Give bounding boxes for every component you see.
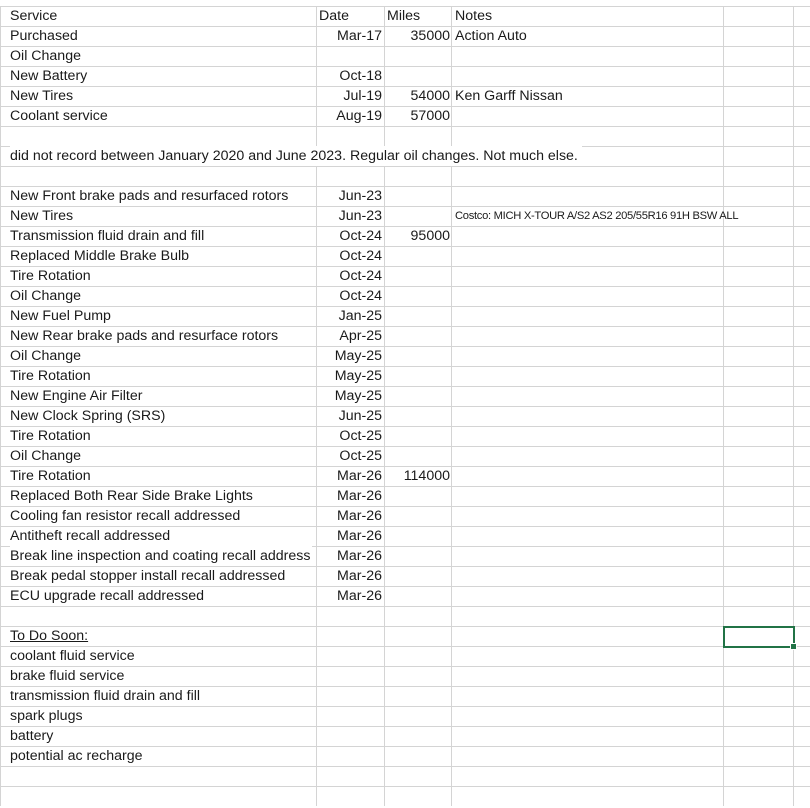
date-cell[interactable]: Mar-26 (337, 568, 382, 584)
service-cell[interactable]: New Clock Spring (SRS) (10, 408, 166, 424)
notes-cell[interactable]: Ken Garff Nissan (455, 88, 563, 104)
date-cell[interactable]: Mar-26 (337, 508, 382, 524)
table-row (0, 46, 810, 66)
service-cell[interactable]: Oil Change (10, 348, 81, 364)
todo-item[interactable]: brake fluid service (10, 668, 125, 684)
fill-handle[interactable] (790, 643, 797, 650)
todo-item[interactable]: spark plugs (10, 708, 83, 724)
miles-cell[interactable] (385, 266, 450, 286)
table-row (0, 546, 810, 566)
table-row (0, 426, 810, 446)
date-cell[interactable]: Oct-24 (339, 288, 382, 304)
miles-cell[interactable]: 57000 (410, 108, 450, 124)
table-row (0, 566, 810, 586)
service-cell[interactable]: New Tires (10, 208, 74, 224)
date-cell[interactable]: Oct-25 (339, 428, 382, 444)
table-row (0, 186, 810, 206)
table-row (0, 486, 810, 506)
todo-item[interactable]: transmission fluid drain and fill (10, 688, 201, 704)
date-cell[interactable]: Jun-23 (338, 208, 382, 224)
miles-cell[interactable] (385, 566, 450, 586)
todo-item[interactable]: potential ac recharge (10, 748, 143, 764)
service-cell[interactable]: New Fuel Pump (10, 308, 111, 324)
miles-cell[interactable] (385, 346, 450, 366)
service-cell[interactable]: Break line inspection and coating recall address (10, 548, 311, 564)
miles-cell[interactable] (385, 206, 450, 226)
todo-title-row (0, 626, 810, 646)
date-cell[interactable]: Jan-25 (338, 308, 382, 324)
list-item (0, 706, 810, 726)
service-cell[interactable]: Tire Rotation (10, 428, 91, 444)
miles-cell[interactable] (385, 586, 450, 606)
list-item (0, 726, 810, 746)
date-cell[interactable]: May-25 (334, 368, 382, 384)
date-cell[interactable]: Jun-25 (338, 408, 382, 424)
service-cell[interactable]: Tire Rotation (10, 468, 91, 484)
date-cell[interactable] (318, 46, 382, 66)
service-cell[interactable]: ECU upgrade recall addressed (10, 588, 205, 604)
table-row (0, 466, 810, 486)
header-miles[interactable]: Miles (387, 8, 421, 24)
date-cell[interactable]: May-25 (334, 388, 382, 404)
service-cell[interactable]: Replaced Both Rear Side Brake Lights (10, 488, 253, 504)
table-row (0, 286, 810, 306)
miles-cell[interactable] (385, 366, 450, 386)
service-cell[interactable]: Transmission fluid drain and fill (10, 228, 205, 244)
miles-cell[interactable] (385, 306, 450, 326)
service-cell[interactable]: Replaced Middle Brake Bulb (10, 248, 190, 264)
table-row (0, 326, 810, 346)
date-cell[interactable]: Oct-24 (339, 228, 382, 244)
selected-cell[interactable] (723, 626, 795, 648)
miles-cell[interactable] (385, 526, 450, 546)
table-row (0, 26, 810, 46)
service-cell[interactable]: New Rear brake pads and resurface rotors (10, 328, 279, 344)
service-cell[interactable]: Oil Change (10, 288, 81, 304)
date-cell[interactable]: Jun-23 (338, 188, 382, 204)
date-cell[interactable]: Mar-26 (337, 548, 382, 564)
table-row (0, 66, 810, 86)
date-cell[interactable]: Mar-26 (337, 588, 382, 604)
service-cell[interactable]: Tire Rotation (10, 268, 91, 284)
service-cell[interactable]: Antitheft recall addressed (10, 528, 171, 544)
miles-cell[interactable]: 54000 (410, 88, 450, 104)
table-row (0, 86, 810, 106)
miles-cell[interactable] (385, 446, 450, 466)
table-row (0, 226, 810, 246)
miles-cell[interactable] (385, 246, 450, 266)
header-row (0, 6, 810, 26)
service-cell[interactable]: Coolant service (10, 108, 108, 124)
service-cell[interactable]: Oil Change (10, 48, 81, 64)
table-row (0, 386, 810, 406)
miles-cell[interactable] (385, 326, 450, 346)
todo-item[interactable]: battery (10, 728, 54, 744)
notes-cell[interactable]: Action Auto (455, 28, 527, 44)
date-cell[interactable]: Apr-25 (339, 328, 382, 344)
date-cell[interactable]: Mar-26 (337, 488, 382, 504)
date-cell[interactable]: Oct-18 (339, 68, 382, 84)
miles-cell[interactable] (385, 426, 450, 446)
service-cell[interactable]: Purchased (10, 28, 78, 44)
miles-cell[interactable] (385, 66, 450, 86)
table-row (0, 526, 810, 546)
notes-cell[interactable]: Costco: MICH X-TOUR A/S2 AS2 205/55R16 91H BSW ALL (455, 210, 739, 222)
miles-cell[interactable] (385, 386, 450, 406)
miles-cell[interactable] (385, 286, 450, 306)
table-row (0, 366, 810, 386)
miles-cell[interactable] (385, 546, 450, 566)
service-cell[interactable]: Cooling fan resistor recall addressed (10, 508, 241, 524)
date-cell[interactable]: Oct-24 (339, 248, 382, 264)
service-cell[interactable]: New Tires (10, 88, 74, 104)
list-item (0, 686, 810, 706)
miles-cell[interactable]: 35000 (410, 28, 450, 44)
table-row (0, 246, 810, 266)
list-item (0, 666, 810, 686)
miles-cell[interactable] (385, 506, 450, 526)
miles-cell[interactable]: 95000 (410, 228, 450, 244)
date-cell[interactable]: Mar-26 (337, 468, 382, 484)
table-row (0, 406, 810, 426)
service-cell[interactable]: New Front brake pads and resurfaced rotors (10, 188, 289, 204)
miles-cell[interactable] (385, 46, 450, 66)
header-notes[interactable]: Notes (455, 8, 493, 24)
date-cell[interactable]: Jul-19 (343, 88, 382, 104)
table-row (0, 266, 810, 286)
list-item (0, 646, 810, 666)
service-cell[interactable]: Tire Rotation (10, 368, 91, 384)
service-cell[interactable]: New Engine Air Filter (10, 388, 143, 404)
miles-cell[interactable]: 114000 (403, 468, 450, 484)
header-date[interactable]: Date (319, 8, 349, 24)
miles-cell[interactable] (385, 406, 450, 426)
table-row (0, 106, 810, 126)
table-row (0, 306, 810, 326)
service-cell[interactable]: Oil Change (10, 448, 81, 464)
todo-title[interactable]: To Do Soon: (10, 628, 89, 644)
miles-cell[interactable] (385, 186, 450, 206)
table-row (0, 206, 810, 226)
gap-note[interactable]: did not record between January 2020 and June 2023. Regular oil changes. Not much else. (10, 146, 582, 166)
date-cell[interactable]: Mar-17 (337, 28, 382, 44)
service-cell[interactable]: New Battery (10, 68, 88, 84)
service-cell[interactable]: Break pedal stopper install recall addressed (10, 568, 286, 584)
list-item (0, 746, 810, 766)
date-cell[interactable]: Aug-19 (336, 108, 382, 124)
date-cell[interactable]: Mar-26 (337, 528, 382, 544)
table-row (0, 586, 810, 606)
date-cell[interactable]: Oct-25 (339, 448, 382, 464)
todo-item[interactable]: coolant fluid service (10, 648, 135, 664)
gap-note-row (0, 146, 810, 166)
spreadsheet-grid[interactable] (0, 6, 810, 806)
table-row (0, 506, 810, 526)
date-cell[interactable]: May-25 (334, 348, 382, 364)
table-row (0, 446, 810, 466)
table-row (0, 346, 810, 366)
date-cell[interactable]: Oct-24 (339, 268, 382, 284)
miles-cell[interactable] (385, 486, 450, 506)
header-service[interactable]: Service (10, 8, 58, 24)
